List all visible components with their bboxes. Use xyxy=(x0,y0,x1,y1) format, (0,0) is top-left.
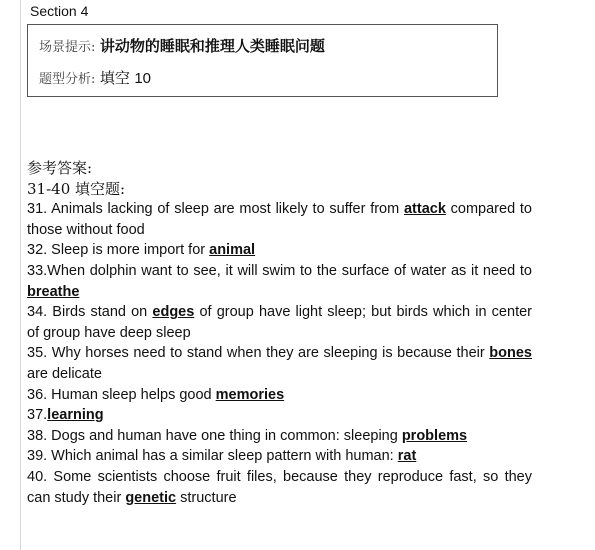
answer-text: 38. Dogs and human have one thing in common: sleeping xyxy=(27,427,402,444)
answer-item-37 xyxy=(27,405,532,426)
question-count: 10 xyxy=(134,70,151,87)
answer-word: attack xyxy=(403,201,446,218)
answer-text: 37. xyxy=(27,407,48,424)
question-type-label: 题型分析: xyxy=(39,72,96,87)
answer-item-40 xyxy=(27,467,532,508)
answer-word: bones xyxy=(489,345,532,362)
answer-item-35 xyxy=(27,343,532,384)
scene-row xyxy=(39,35,325,56)
answer-key xyxy=(27,158,532,508)
answer-text: structure xyxy=(176,489,237,506)
answer-item-33 xyxy=(27,261,532,302)
scene-label: 场景提示: xyxy=(39,40,96,55)
question-type-value: 填空 xyxy=(99,69,130,87)
answer-text: 36. Human sleep helps good xyxy=(27,386,216,403)
answer-text: are delicate xyxy=(27,365,102,382)
answer-key-subheading: 31-40 填空题: xyxy=(27,179,126,198)
question-type-row xyxy=(39,67,151,88)
answer-word: genetic xyxy=(125,489,177,506)
answer-text: compared to those without food xyxy=(27,201,532,238)
answer-text: of group have light sleep; but birds which in center of group have deep sleep xyxy=(27,304,532,341)
answer-word: problems xyxy=(401,427,468,444)
page-left-rule xyxy=(20,0,21,550)
answer-item-34 xyxy=(27,302,532,343)
scene-value: 讲动物的睡眠和推理人类睡眠问题 xyxy=(99,37,325,55)
answer-item-38 xyxy=(27,426,532,447)
answer-word: animal xyxy=(209,242,256,259)
answer-text: 39. Which animal has a similar sleep pattern with human: xyxy=(27,448,398,465)
answer-text: 40. Some scientists choose fruit files, because they reproduce fast, so they can study their xyxy=(27,468,532,506)
answer-text: 31. Animals lacking of sleep are most likely to suffer from xyxy=(27,201,404,218)
answer-word: breathe xyxy=(27,283,80,300)
answer-key-heading: 参考答案: xyxy=(27,159,93,177)
section-title: Section 4 xyxy=(30,3,89,19)
answer-item-32 xyxy=(27,240,532,261)
answer-text: 35. Why horses need to stand when they are sleeping is because their xyxy=(27,345,490,362)
answer-text: 34. Birds stand on xyxy=(27,304,153,321)
answer-word: rat xyxy=(397,448,417,465)
answer-item-39 xyxy=(27,446,532,467)
answer-word: learning xyxy=(47,407,104,424)
answer-item-36 xyxy=(27,385,532,406)
answer-text: 33.When dolphin want to see, it will swim to the surface of water as it need to xyxy=(27,262,532,279)
answer-item-31 xyxy=(27,199,532,240)
scene-info-box xyxy=(27,24,498,97)
answer-word: memories xyxy=(215,386,285,403)
answer-word: edges xyxy=(152,304,195,321)
answer-text: 32. Sleep is more import for xyxy=(27,242,210,259)
